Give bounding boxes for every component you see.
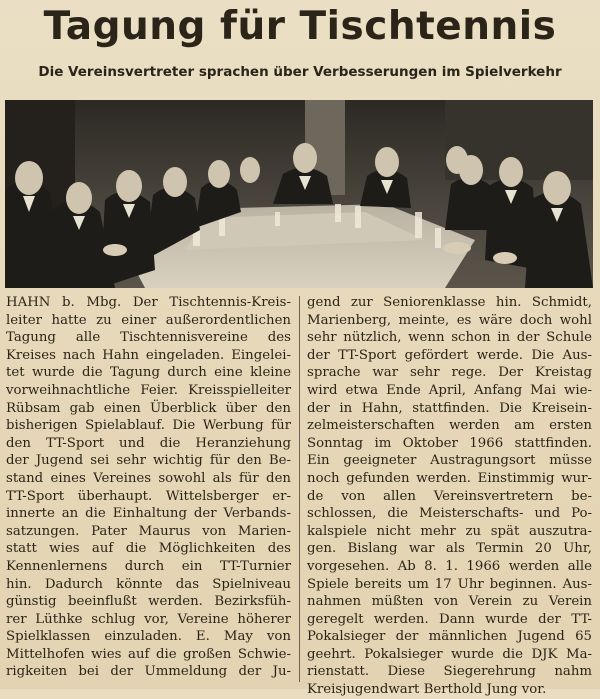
text-line: Spielklassen einzuladen. E. May von — [6, 629, 291, 645]
text-line: innerte an die Einhaltung der Verbands- — [6, 506, 291, 522]
text-line: bisherigen Spielablauf. Die Werbung für — [6, 418, 291, 434]
text-line: Kennenlernens durch ein TT-Turnier — [6, 558, 291, 574]
meeting-photo-graphic — [5, 100, 593, 288]
text-line: den TT-Sport und die Heranziehung — [6, 435, 291, 451]
text-line: geehrt. Pokalsieger wurde die DJK Ma- — [307, 646, 592, 662]
text-line: vorweihnachtliche Feier. Kreisspielleiter — [6, 382, 291, 398]
text-line: rer Lüthke schlug vor, Vereine höherer — [6, 611, 291, 627]
text-line: Spiele bereits um 17 Uhr beginnen. Aus- — [307, 576, 592, 592]
text-line: hin. Dadurch könnte das Spielniveau — [6, 576, 291, 592]
text-line: sehr nützlich, wenn schon in der Schule — [307, 330, 592, 346]
text-line: Marienberg, meinte, es wäre doch wohl — [307, 312, 592, 328]
text-line: zelmeisterschaften werden am ersten — [307, 418, 592, 434]
meeting-photo — [5, 100, 593, 288]
text-line: vorgesehen. Ab 8. 1. 1966 werden alle — [307, 558, 592, 574]
text-line: Ein geeigneter Austragungsort müsse — [307, 453, 592, 469]
column-divider — [299, 296, 300, 682]
text-line: Pokalsieger der männlichen Jugend 65 — [307, 629, 592, 645]
text-line: tet wurde die Tagung durch eine kleine — [6, 365, 291, 381]
text-line: wird etwa Ende April, Anfang Mai wie- — [307, 382, 592, 398]
text-line: rigkeiten bei der Ummeldung der Ju- — [6, 664, 291, 680]
text-line: der in Hahn, stattfinden. Die Kreisein- — [307, 400, 592, 416]
text-line: satzungen. Pater Maurus von Marien- — [6, 523, 291, 539]
text-line: Kreisjugendwart Berthold Jung vor. — [307, 682, 547, 698]
text-line: stand eines Vereines sowohl als für den — [6, 470, 291, 486]
text-line: kalspiele nicht mehr zu spät auszutra- — [307, 523, 592, 539]
text-line: sprache war sehr rege. Der Kreistag — [307, 365, 592, 381]
text-line: noch gefunden werden. Einstimmig wur- — [307, 470, 592, 486]
subheadline: Die Vereinsvertreter sprachen über Verbesserungen im Spielverkehr — [38, 64, 562, 80]
article-body — [6, 294, 592, 698]
text-line: statt wies auf die Möglichkeiten des — [6, 541, 291, 557]
text-line: HAHN b. Mbg. Der Tischtennis-Kreis- — [6, 295, 291, 310]
text-line: de von allen Vereinsvertretern be- — [307, 488, 592, 504]
text-line: Mittelhofen wies auf die großen Schwie- — [6, 646, 291, 662]
text-line: TT-Sport überhaupt. Wittelsberger er- — [6, 488, 291, 504]
text-line: Rübsam gab einen Überblick über den — [6, 400, 291, 416]
headline: Tagung für Tischtennis — [43, 4, 557, 49]
text-line: rienstatt. Diese Siegerehrung nahm — [307, 664, 592, 680]
text-line: der Jugend sei sehr wichtig für den Be- — [6, 453, 291, 469]
text-line: nahmen müßten von Verein zu Verein — [307, 594, 592, 610]
text-line: geregelt werden. Dann wurde der TT- — [307, 611, 592, 627]
text-line: gen. Bislang war als Termin 20 Uhr, — [307, 541, 592, 557]
text-line: Tagung alle Tischtennisvereine des — [6, 330, 291, 346]
right-column — [307, 294, 592, 699]
text-line: gend zur Seniorenklasse hin. Schmidt, — [307, 295, 592, 310]
text-line: der TT-Sport gefördert werde. Die Aus- — [307, 347, 592, 363]
text-line: Sonntag im Oktober 1966 stattfinden. — [307, 435, 592, 451]
left-column — [6, 294, 291, 681]
text-line: günstig beeinflußt werden. Bezirksfüh- — [6, 594, 291, 610]
text-line: schlossen, die Meisterschafts- und Po- — [307, 506, 592, 522]
text-line: leiter hatte zu einer außerordentlichen — [6, 312, 291, 328]
text-line: Kreises nach Hahn eingeladen. Eingelei- — [6, 347, 291, 363]
